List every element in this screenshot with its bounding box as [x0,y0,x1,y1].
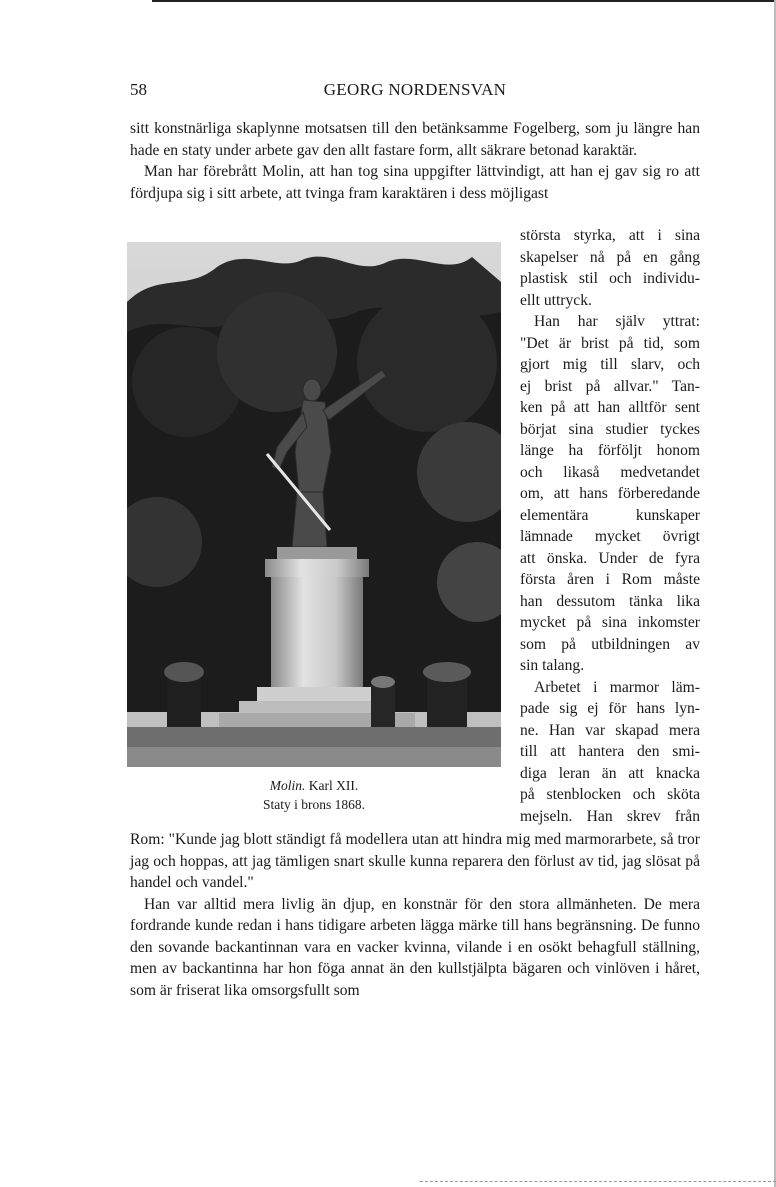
side-line: gjort mig till slarv, och [520,356,700,373]
body-text-bottom [130,829,700,1001]
page-number: 58 [130,80,147,99]
paragraph: Han var alltid mera livlig än djup, en konstnär för den stora allmänheten. De mera fordrande kunde redan i hans tidigare arbeten lägga märke till hans begränsning. De funno den sovande backantinnan vara en vacker kvinna, vilande i en osökt behagfull ställning, men av backantinna har hon föga annat än den kullstjälpta bägaren och vinlöven i håret, som är friserat lika omsorgsfullt som [130,895,700,999]
side-line: om, att hans förberedande [520,485,700,502]
side-line: sin talang. [520,657,585,674]
top-border-rule [152,0,776,2]
side-line: första åren i Rom måste [520,571,700,588]
side-line: diga leran än att knacka [520,764,700,782]
side-line: på stenblocken och sköta [520,786,700,803]
side-line: lämnade mycket övrigt [520,528,700,545]
side-line: och likaså medvetandet [520,463,700,481]
statue-photo-illustration [127,242,501,767]
caption-artist: Molin. [269,778,306,793]
side-line: ken på att han alltför sent [520,399,700,416]
paragraph: Rom: "Kunde jag blott ständigt få modellera utan att hindra mig med marmorarbete, så tror jag och hoppas, att jag tämligen snart skulle kunna reparera den förlust av tid, jag slösat på handel och vandel." [130,831,700,891]
side-line: elementära kunskaper [520,506,700,524]
side-line: Han har själv yttrat: [534,313,700,330]
side-line: "Det är brist på tid, som [520,334,700,352]
caption-line-1 [127,776,501,795]
side-line: ej brist på allvar." Tan- [520,377,700,395]
side-line: mejseln. Han skrev från [520,807,700,825]
side-line: mycket på sina inkomster [520,614,700,631]
side-line: plastisk stil och individu- [520,270,700,287]
side-line: att önska. Under de fyra [520,549,700,567]
side-column-text [520,225,700,827]
side-line: ellt uttryck. [520,291,592,309]
caption-line-2: Staty i brons 1868. [262,797,365,812]
paragraph: sitt konstnärliga skaplynne motsatsen till den betänksamme Fogelberg, som ju längre han hade en staty under arbete gav den allt fastare form, allt säkrare betonad karaktär. [130,120,700,159]
side-line: börjat sina studier tyckes [520,420,700,438]
side-line: som på utbildningen av [520,635,700,653]
side-line: pade sig ej för hans lyn- [520,700,700,717]
side-line: skapelser nå på en gång [520,248,700,266]
side-line: ne. Han var skapad mera [520,721,700,739]
statue-photograph [127,242,501,767]
caption-title: Karl XII. [308,778,359,793]
side-line: han dessutom tänka lika [520,592,700,610]
paragraph: Man har förebrått Molin, att han tog sina uppgifter lättvindigt, att han ej gav sig ro att fördjupa sig i sitt arbete, att tvinga fram karaktären i dess möjligast [130,163,700,202]
side-line: länge ha förföljt honom [520,442,700,459]
side-line: största styrka, att i sina [520,227,700,244]
figure-caption [127,776,501,814]
side-line: till att hantera den smi- [520,743,700,760]
side-line: Arbetet i marmor läm- [534,678,700,696]
bottom-dashed-rule [420,1181,776,1182]
running-title: GEORG NORDENSVAN [323,80,507,99]
body-text-top [130,118,700,204]
